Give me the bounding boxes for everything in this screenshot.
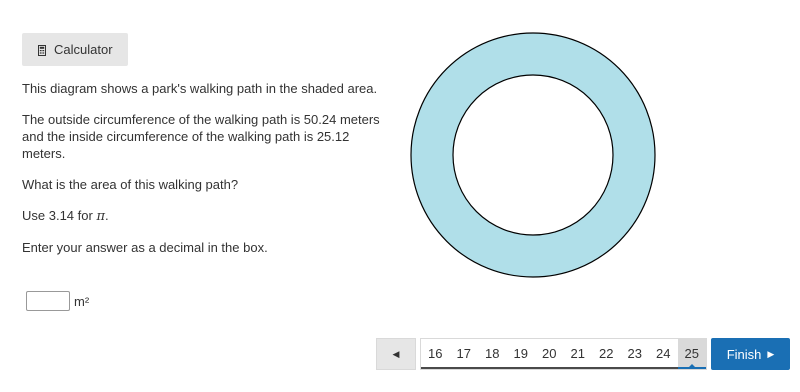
answer-row xyxy=(26,291,89,311)
page-button-17[interactable]: 17 xyxy=(450,339,479,369)
page-button-23[interactable]: 23 xyxy=(621,339,650,369)
calculator-icon xyxy=(38,44,46,55)
inner-circle xyxy=(453,75,613,235)
question-text xyxy=(22,80,392,270)
pi-instruction-prefix: Use 3.14 for xyxy=(22,208,97,223)
finish-label: Finish xyxy=(726,346,762,362)
page-button-22[interactable]: 22 xyxy=(592,339,621,369)
page-button-16[interactable]: 16 xyxy=(421,339,450,369)
caret-right-icon: ▶ xyxy=(767,348,775,359)
question-paragraph-3: What is the area of this walking path? xyxy=(22,177,239,192)
page-button-18[interactable]: 18 xyxy=(478,339,507,369)
unit-label: m² xyxy=(74,293,90,309)
caret-left-icon: ◀ xyxy=(392,348,400,359)
finish-button[interactable] xyxy=(711,338,790,370)
page-list xyxy=(420,338,707,370)
question-paragraph-1: This diagram shows a park's walking path in the shaded area. xyxy=(22,81,378,96)
question-paragraph-2: The outside circumference of the walking path is 50.24 meters and the inside circumference of the walking path is 25.12 meters. xyxy=(22,112,380,161)
page-button-21[interactable]: 21 xyxy=(564,339,593,369)
question-paragraph-5: Enter your answer as a decimal in the box. xyxy=(22,240,268,255)
answer-input[interactable] xyxy=(26,291,70,311)
pi-symbol: π xyxy=(96,209,105,224)
page-button-20[interactable]: 20 xyxy=(535,339,564,369)
calculator-button[interactable] xyxy=(22,33,128,66)
previous-button[interactable] xyxy=(376,338,416,370)
question-paragraph-4 xyxy=(22,207,392,225)
page-button-19[interactable]: 19 xyxy=(507,339,536,369)
page-button-25[interactable]: 25 xyxy=(678,339,707,369)
calculator-label: Calculator xyxy=(54,42,113,57)
walking-path-diagram xyxy=(408,32,658,282)
page-button-24[interactable]: 24 xyxy=(649,339,678,369)
pi-instruction-suffix: . xyxy=(104,208,109,223)
question-navigation xyxy=(376,338,790,370)
